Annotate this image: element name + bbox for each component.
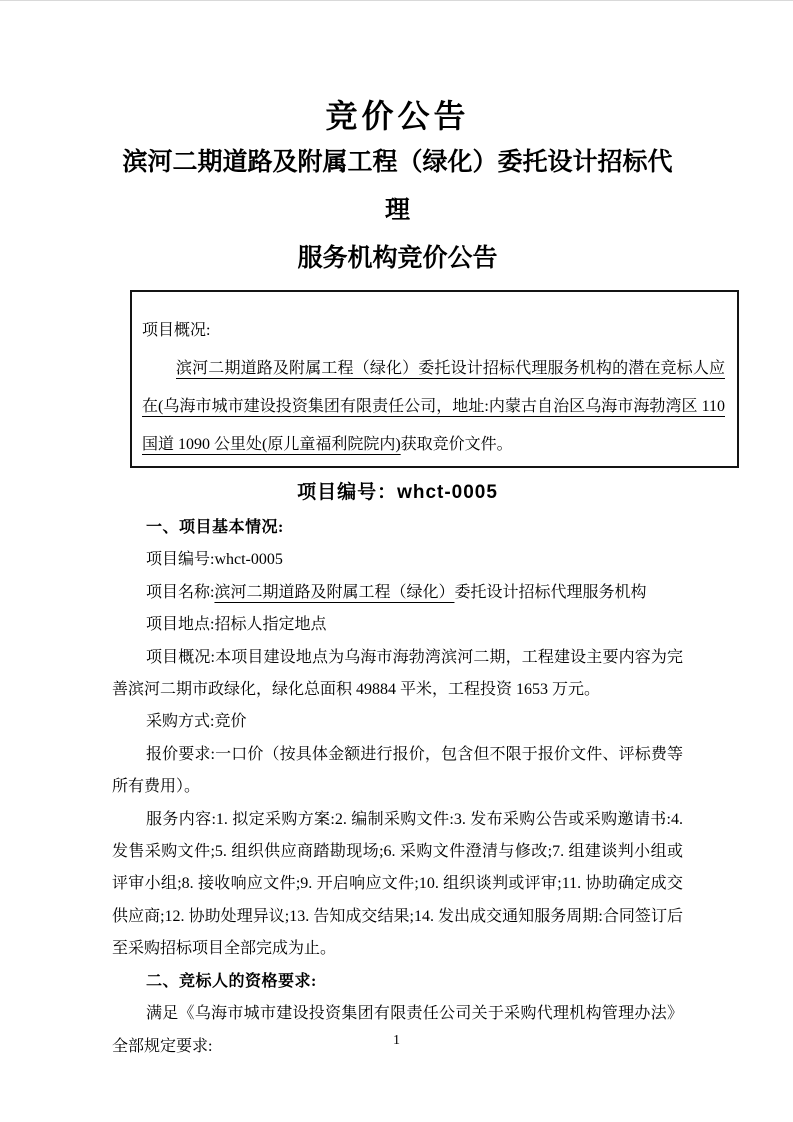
paragraph-project-name [112,577,683,609]
document-subtitle-line1: 滨河二期道路及附属工程（绿化）委托设计招标代理 [122,148,673,224]
paragraph-quote-requirement: 报价要求:一口价（按具体金额进行报价，包含但不限于报价文件、评标费等所有费用）。 [112,745,683,796]
overview-box-paragraph [142,350,725,464]
paragraph-project-location: 项目地点:招标人指定地点 [146,616,327,634]
paragraph-purchase-method: 采购方式:竞价 [146,713,247,731]
page-number: 1 [393,1033,400,1048]
project-name-underlined: 滨河二期道路及附属工程（绿化） [214,583,455,601]
document-title: 竞价公告 [325,98,470,134]
project-name-label: 项目名称: [146,583,215,601]
paragraph-project-code: 项目编号:whct-0005 [146,551,283,569]
project-number-heading: 项目编号：whct-0005 [297,482,498,503]
document-subtitle [112,138,683,282]
overview-tail-text: 获取竞价文件。 [400,436,513,453]
document-body [112,512,683,1063]
paragraph-service-content: 服务内容:1. 拟定采购方案:2. 编制采购文件:3. 发布采购公告或采购邀请书:4. 发售采购文件;5. 组织供应商踏勘现场;6. 采购文件澄清与修改;7. 组建谈判小组或评审小组;8. 接收响应文件;9. 开启响应文件;10. 组织谈判或评审;11. 协助确定成交供应商;12. 协助处理异议;13. 告知成交结果;14. 发出成交通知服务周期:合同签订后至采购招标项目全部完成为止。 [112,810,683,958]
section2-heading: 二、竞标人的资格要求: [146,972,317,990]
document-content [112,1,725,1063]
document-subtitle-line2: 服务机构竞价公告 [297,244,498,272]
overview-box-label: 项目概况: [142,322,211,339]
section1-heading: 一、项目基本情况: [146,519,284,536]
project-name-suffix: 委托设计招标代理服务机构 [454,583,647,601]
paragraph-qualification-requirement: 满足《乌海市城市建设投资集团有限责任公司关于采购代理机构管理办法》全部规定要求: [112,1005,683,1055]
project-overview-box [130,290,739,468]
paragraph-project-overview: 项目概况:本项目建设地点为乌海市海勃湾滨河二期，工程建设主要内容为完善滨河二期市政绿化，绿化总面积 49884 平米，工程投资 1653 万元。 [112,648,683,699]
overview-underlined-text: 滨河二期道路及附属工程（绿化）委托设计招标代理服务机构的潜在竞标人应在(乌海市城市建设投资集团有限责任公司，地址:内蒙古自治区乌海市海勃湾区 110 国道 1090 公里处(原儿童福利院院内) [142,360,725,453]
